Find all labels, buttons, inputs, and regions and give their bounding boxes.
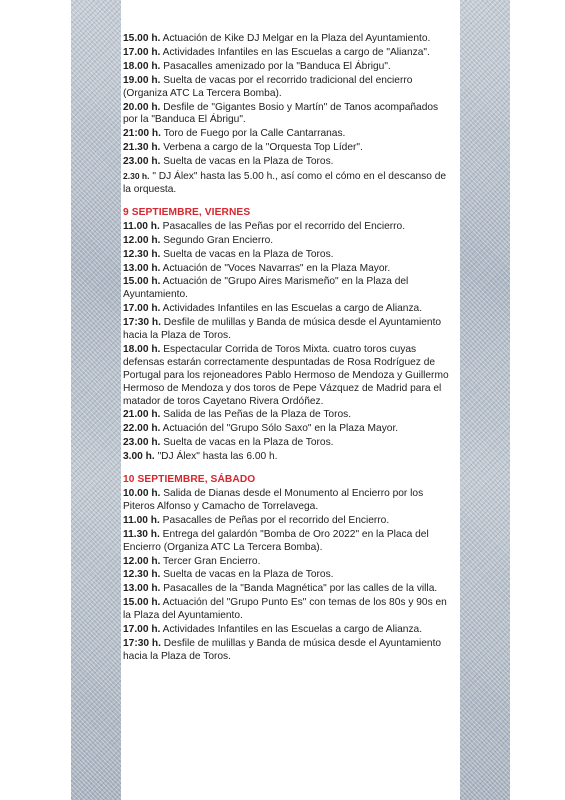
entry-description: Desfile de mulillas y Banda de música desde el Ayuntamiento hacia la Plaza de Toros. bbox=[123, 637, 442, 662]
entry-time: 21.00 h. bbox=[123, 409, 161, 421]
entry-description: Actuación de Kike DJ Melgar en la Plaza del Ayuntamiento. bbox=[162, 33, 431, 44]
schedule-entry bbox=[123, 142, 449, 155]
entry-description: Pasacalles de la "Banda Magnética" por las calles de la villa. bbox=[163, 583, 438, 595]
entry-time: 12.30 h. bbox=[123, 569, 161, 581]
entry-description: Actuación de "Grupo Aires Marismeño" en la Plaza del Ayuntamiento. bbox=[123, 276, 409, 301]
entry-description: Suelta de vacas en la Plaza de Toros. bbox=[163, 437, 334, 449]
entry-description: Pasacalles amenizado por la "Banduca El Ábrigu". bbox=[163, 60, 391, 72]
entry-time: 23.00 h. bbox=[123, 156, 161, 168]
entry-time: 19.00 h. bbox=[123, 74, 161, 86]
entry-description: Suelta de vacas en la Plaza de Toros. bbox=[163, 156, 334, 168]
entry-description: Pasacalles de Peñas por el recorrido del Encierro. bbox=[162, 514, 390, 526]
entry-time: 13.00 h. bbox=[123, 583, 161, 595]
entry-time: 11.00 h. bbox=[123, 220, 160, 232]
schedule-entry bbox=[123, 221, 449, 234]
schedule-entry bbox=[123, 170, 449, 197]
schedule-entry bbox=[123, 61, 449, 74]
entry-description: Actividades Infantiles en las Escuelas a cargo de Alianza. bbox=[162, 624, 423, 636]
entry-time: 18.00 h. bbox=[123, 343, 161, 355]
entry-description: Verbena a cargo de la "Orquesta Top Líder". bbox=[163, 142, 363, 154]
entry-time: 17:30 h. bbox=[123, 317, 161, 329]
entry-time: 11.00 h. bbox=[123, 514, 160, 526]
schedule-entry bbox=[123, 235, 449, 248]
entry-description: Pasacalles de las Peñas por el recorrido del Encierro. bbox=[162, 220, 406, 232]
schedule-entry bbox=[123, 569, 449, 582]
entry-time: 12.30 h. bbox=[123, 248, 161, 260]
entry-description: Tercer Gran Encierro. bbox=[163, 555, 261, 567]
schedule-entry bbox=[123, 409, 449, 422]
schedule-entry bbox=[123, 488, 449, 514]
entry-time: 3.00 h. bbox=[123, 451, 155, 463]
entry-time: 21.30 h. bbox=[123, 142, 161, 154]
entry-time: 17.00 h. bbox=[123, 303, 161, 315]
denim-border-left bbox=[71, 0, 121, 800]
entry-description: Suelta de vacas por el recorrido tradicional del encierro (Organiza ATC La Tercera Bomba). bbox=[123, 74, 413, 99]
schedule-entry bbox=[123, 249, 449, 262]
schedule-entry bbox=[123, 556, 449, 569]
entry-time: 13.00 h. bbox=[123, 262, 161, 274]
entry-time: 20.00 h. bbox=[123, 101, 161, 113]
entry-description: "DJ Álex" hasta las 6.00 h. bbox=[157, 451, 278, 463]
schedule-entry bbox=[123, 33, 449, 46]
program-schedule bbox=[123, 33, 449, 665]
denim-border-right bbox=[460, 0, 510, 800]
day-section bbox=[123, 207, 449, 464]
entry-description: Suelta de vacas en la Plaza de Toros. bbox=[163, 248, 334, 260]
schedule-entry bbox=[123, 423, 449, 436]
entry-description: Suelta de vacas en la Plaza de Toros. bbox=[163, 569, 334, 581]
day-section bbox=[123, 474, 449, 664]
schedule-entry bbox=[123, 344, 449, 409]
entry-time: 23.00 h. bbox=[123, 437, 161, 449]
entry-description: Desfile de mulillas y Banda de música desde el Ayuntamiento hacia la Plaza de Toros. bbox=[123, 317, 442, 342]
schedule-entry bbox=[123, 451, 449, 464]
entry-time: 17.00 h. bbox=[123, 624, 161, 636]
schedule-entry bbox=[123, 263, 449, 276]
entry-description: Salida de las Peñas de la Plaza de Toros. bbox=[163, 409, 352, 421]
schedule-entry bbox=[123, 317, 449, 343]
entry-description: Actividades Infantiles en las Escuelas a cargo de Alianza. bbox=[162, 303, 423, 315]
entry-description: Espectacular Corrida de Toros Mixta. cuatro toros cuyas defensas estarán correctamente despuntadas de Rosa Rodríguez de Portugal para los rejoneadores Pablo Hermoso de Mendoza y Guillermo Hermoso de Mendoza y dos toros de Pepe Vázquez de Madrid para el matador de toros Cayetano Rivera Ordóñez. bbox=[123, 343, 449, 407]
day-section bbox=[123, 33, 449, 197]
schedule-entry bbox=[123, 624, 449, 637]
entry-time: 18.00 h. bbox=[123, 60, 161, 72]
day-header: 9 SEPTIEMBRE, VIERNES bbox=[123, 206, 251, 218]
schedule-entry bbox=[123, 638, 449, 664]
entry-time: 22.00 h. bbox=[123, 423, 161, 435]
schedule-entry bbox=[123, 276, 449, 302]
entry-description: Entrega del galardón "Bomba de Oro 2022" en la Placa del Encierro (Organiza ATC La Tercera Bomba). bbox=[123, 528, 429, 553]
entry-time: 21:00 h. bbox=[123, 128, 161, 140]
entry-description: Actuación del "Grupo Punto Es" con temas de los 80s y 90s en la Plaza del Ayuntamiento. bbox=[123, 597, 447, 622]
entry-description: Desfile de "Gigantes Bosio y Martín" de Tanos acompañados por la "Banduca El Ábrigu". bbox=[123, 101, 439, 126]
schedule-entry bbox=[123, 597, 449, 623]
entry-description: Segundo Gran Encierro. bbox=[163, 234, 274, 246]
entry-time: 2.30 h. bbox=[123, 171, 150, 182]
entry-description: Actuación del "Grupo Sólo Saxo" en la Plaza Mayor. bbox=[162, 423, 399, 435]
entry-time: 10.00 h. bbox=[123, 488, 161, 499]
schedule-entry bbox=[123, 128, 449, 141]
entry-time: 15.00 h. bbox=[123, 33, 161, 44]
entry-time: 11.30 h. bbox=[123, 528, 160, 540]
schedule-entry bbox=[123, 102, 449, 128]
entry-time: 17.00 h. bbox=[123, 46, 161, 58]
schedule-entry bbox=[123, 75, 449, 101]
schedule-entry bbox=[123, 583, 449, 596]
entry-time: 17:30 h. bbox=[123, 637, 161, 649]
schedule-entry bbox=[123, 515, 449, 528]
schedule-entry bbox=[123, 437, 449, 450]
entry-description: Actividades Infantiles en las Escuelas a cargo de "Alianza". bbox=[162, 46, 430, 58]
entry-description: Toro de Fuego por la Calle Cantarranas. bbox=[163, 128, 346, 140]
schedule-entry bbox=[123, 47, 449, 60]
day-header: 10 SEPTIEMBRE, SÁBADO bbox=[123, 474, 256, 486]
entry-time: 15.00 h. bbox=[123, 597, 161, 609]
entry-description: Actuación de "Voces Navarras" en la Plaza Mayor. bbox=[162, 262, 391, 274]
entry-time: 12.00 h. bbox=[123, 234, 161, 246]
schedule-entry bbox=[123, 529, 449, 555]
entry-time: 15.00 h. bbox=[123, 276, 161, 288]
entry-description: " DJ Álex" hasta las 5.00 h., así como el cómo en el descanso de la orquesta. bbox=[123, 171, 447, 195]
entry-description: Salida de Dianas desde el Monumento al Encierro por los Piteros Alfonso y Camacho de Torrelavega. bbox=[123, 488, 424, 512]
entry-time: 12.00 h. bbox=[123, 555, 161, 567]
schedule-entry bbox=[123, 156, 449, 169]
schedule-entry bbox=[123, 303, 449, 316]
